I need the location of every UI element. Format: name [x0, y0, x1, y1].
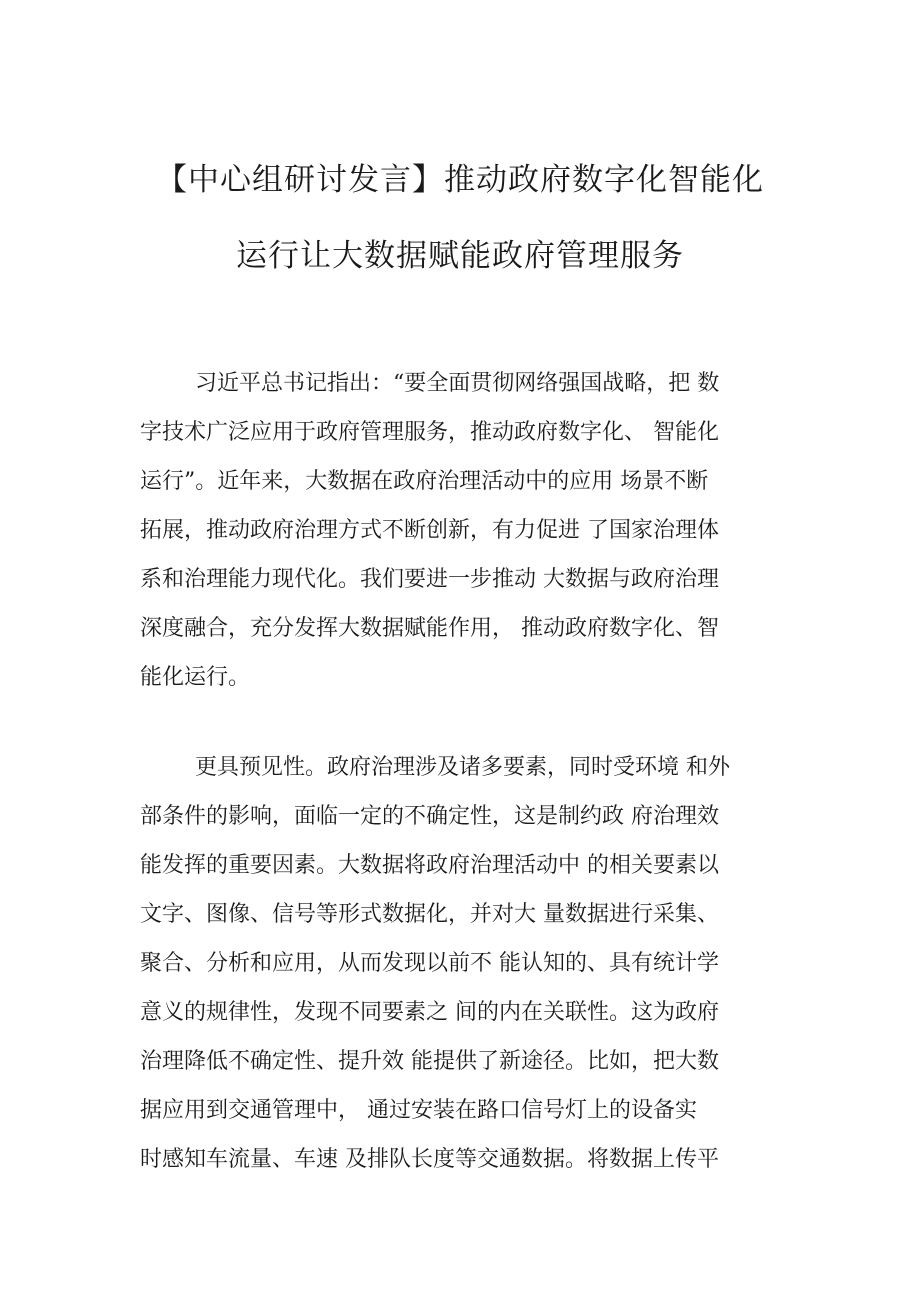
paragraph-line: 运行”。近年来，大数据在政府治理活动中的应用 场景不断	[140, 469, 709, 494]
document-title-line-2: 运行让大数据赋能政府管理服务	[236, 238, 684, 274]
paragraph-1	[140, 359, 820, 702]
paragraph-line: 拓展，推动政府治理方式不断创新，有力促进 了国家治理体	[140, 518, 719, 543]
paragraph-line: 能发挥的重要因素。大数据将政府治理活动中 的相关要素以	[140, 853, 719, 878]
paragraph-line: 聚合、分析和应用，从而发现以前不 能认知的、具有统计学	[140, 951, 719, 976]
paragraph-line: 意义的规律性，发现不同要素之 间的内在关联性。这为政府	[140, 1000, 719, 1025]
paragraph-line: 据应用到交通管理中， 通过安装在路口信号灯上的设备实	[140, 1098, 697, 1123]
document-title-line-1: 【中心组研讨发言】推动政府数字化智能化	[156, 162, 764, 198]
paragraph-line: 习近平总书记指出：“要全面贯彻网络强国战略，把 数	[195, 371, 720, 396]
paragraph-line: 更具预见性。政府治理涉及诸多要素，同时受环境 和外	[195, 755, 730, 780]
paragraph-line: 时感知车流量、车速 及排队长度等交通数据。将数据上传平	[140, 1147, 719, 1172]
paragraph-line: 文字、图像、信号等形式数据化，并对大 量数据进行采集、	[140, 902, 719, 927]
paragraph-line: 能化运行。	[140, 665, 251, 690]
paragraph-line: 字技术广泛应用于政府管理服务，推动政府数字化、 智能化	[140, 420, 719, 445]
paragraph-line: 部条件的影响，面临一定的不确定性，这是制约政 府治理效	[140, 804, 719, 829]
paragraph-line: 深度融合，充分发挥大数据赋能作用， 推动政府数字化、智	[140, 616, 719, 641]
paragraph-line: 系和治理能力现代化。我们要进一步推动 大数据与政府治理	[140, 567, 719, 592]
paragraph-2	[140, 743, 820, 1184]
paragraph-line: 治理降低不确定性、提升效 能提供了新途径。比如，把大数	[140, 1049, 719, 1074]
